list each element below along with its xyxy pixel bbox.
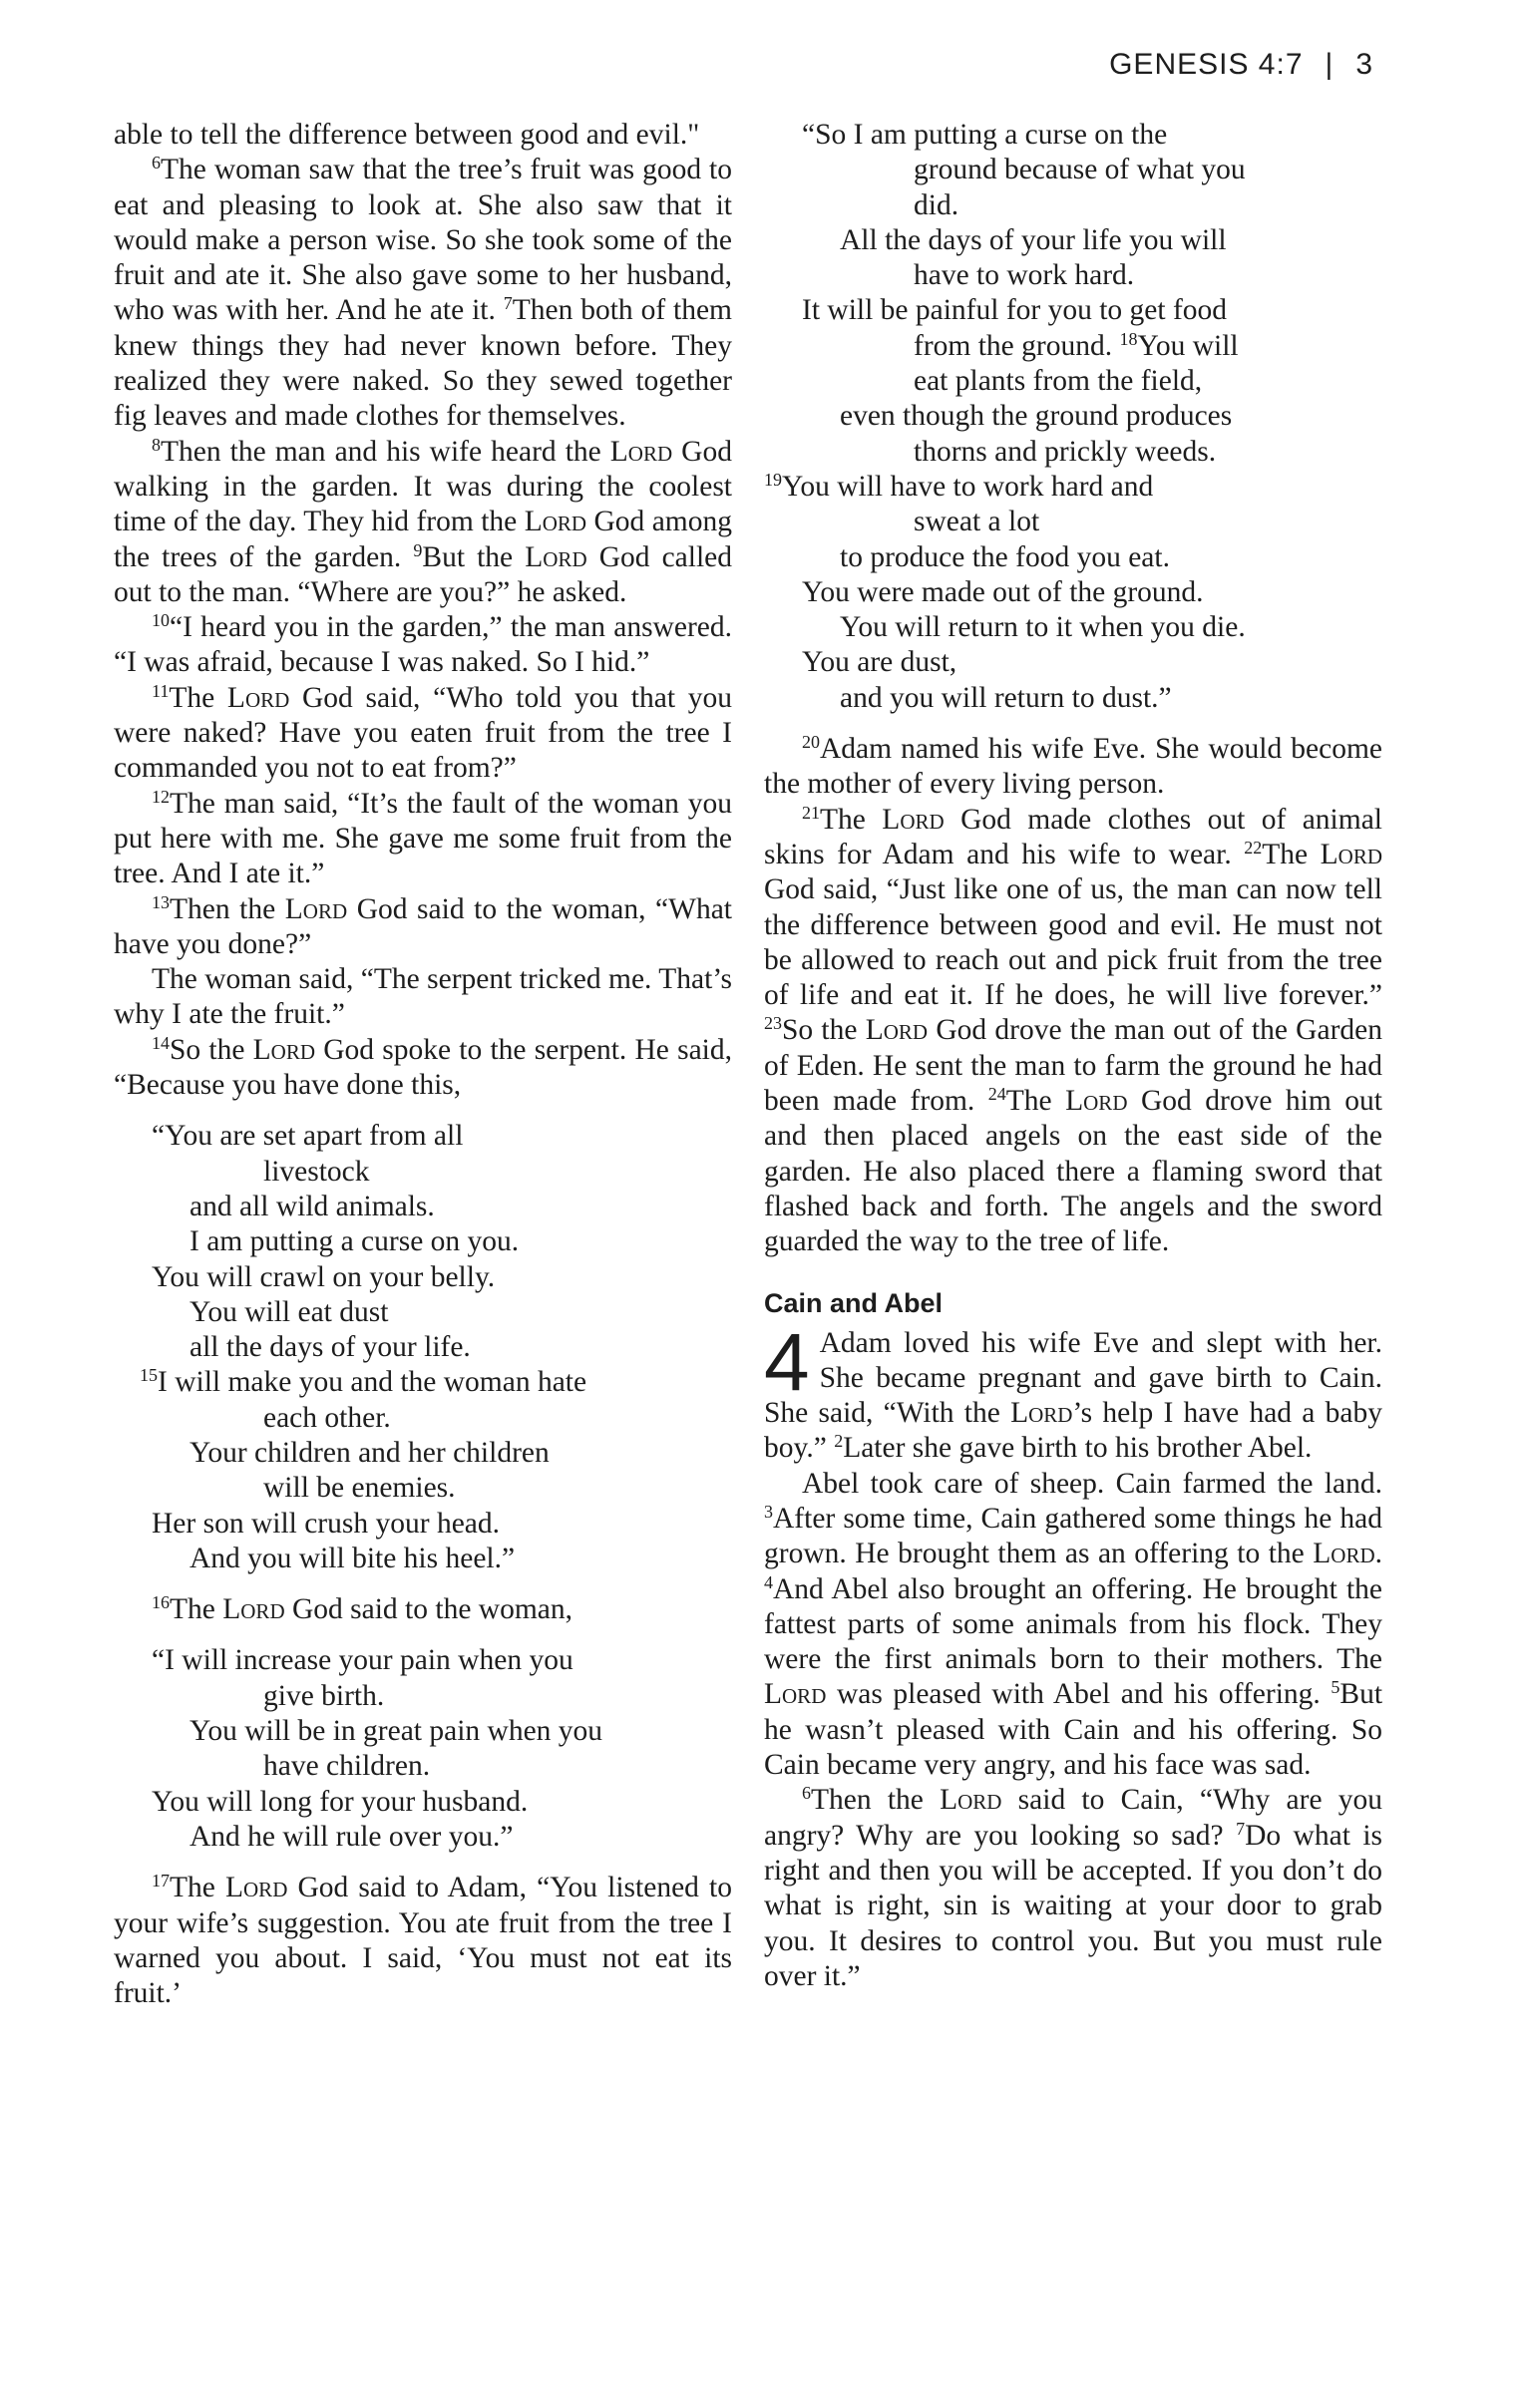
poem-line: And you will bite his heel.” [190,1542,516,1574]
verse-text: Do what is right and then you will be accepted. If you don’t do what is right, sin is waiting at your door to grab you. It desires to control you. But you must rule over it.” [764,1819,1382,1992]
verse-text: I will make you and the woman hate [158,1366,587,1399]
verse-text: Then the Lord God said to the woman, “What have you done?” [114,892,732,960]
poem-line: “I will increase your pain when you [152,1644,573,1677]
verse-text: The Lord God said to the woman, [170,1593,573,1626]
verse-text: So the Lord God drove the man out of the Garden of Eden. He sent the man to farm the ground he had been made from. [764,1014,1382,1118]
chapter-4-verse-1 [764,1316,1382,1467]
verse-number: 10 [152,610,170,631]
verse-text: Later she gave birth to his brother Abel. [843,1432,1313,1465]
verse-number: 7 [503,293,513,314]
poem-line [764,329,1382,364]
poem-line: You were made out of the ground. [802,575,1204,608]
verse-number: 23 [764,1013,782,1034]
verse-number: 11 [152,680,170,701]
chapter-4-verse-2b [764,1467,1382,1784]
verse-text: And Abel also brought an offering. He brought the fattest parts of some animals from his flock. They were the first animals born to their mothers. The Lord was pleased with Abel and his offering. [764,1572,1382,1711]
verse-number: 3 [764,1502,773,1523]
verse-number: 19 [764,470,782,491]
verse-number: 18 [1119,328,1138,349]
verse-21 [764,803,1382,1260]
poem-line: all the days of your life. [190,1331,471,1364]
poem-line: and you will return to dust.” [840,681,1172,714]
header-separator: | [1325,48,1334,81]
verse-text: Then both of them knew things they had never known before. They realized they were naked. So they sewed together fig leaves and made clothes for themselves. [114,294,733,433]
poem-line: “You are set apart from all [152,1120,464,1153]
verse-text: Abel took care of sheep. Cain farmed the land. [802,1467,1382,1500]
poem-line: You will eat dust [190,1295,389,1328]
poem-line: eat plants from the field, [914,365,1203,398]
verse-6 [114,153,732,434]
verse-number: 2 [834,1431,844,1452]
verse-text: Then the Lord said to Cain, “Why are you angry? Why are you looking so sad? [764,1784,1382,1852]
verse-13-reply: The woman said, “The serpent tricked me. That’s why I ate the fruit.” [114,963,732,1031]
page-number: 3 [1355,48,1373,81]
verse-text: The Lord God said, “Just like one of us, the man can now tell the difference between good and evil. He must not be allowed to reach out and pick fruit from the tree of life and eat it. If he does, he will live forever.” [764,838,1383,1012]
section-heading: Cain and Abel [764,1287,944,1318]
verse-text: But he wasn’t pleased with Cain and his offering. So Cain became very angry, and his face was sad. [764,1678,1383,1782]
verse-text: Adam named his wife Eve. She would become the mother of every living person. [764,733,1382,801]
poem-line: even though the ground produces [840,400,1233,433]
verse-number: 13 [152,891,170,912]
verse-text: The Lord God made clothes out of animal skins for Adam and his wife to wear. [764,803,1382,870]
poem-line: livestock [263,1155,370,1188]
verse-text: But the Lord God called out to the man. “Where are you?” he asked. [114,540,733,608]
verse-number: 20 [802,732,820,753]
poem-line: You will crawl on your belly. [152,1260,496,1293]
verse-number: 9 [413,539,423,560]
verse-17 [114,1871,732,2011]
verse-number: 14 [152,1032,170,1053]
poem-line: give birth. [263,1679,385,1712]
verse-20 [764,732,1382,803]
poem-line: I am putting a curse on you. [190,1225,520,1258]
poem-line: sweat a lot [914,506,1040,538]
poem-line [114,1365,732,1400]
poem-line: ground because of what you [914,154,1246,186]
verse-16 [114,1592,732,1627]
verse-number: 6 [802,1783,811,1804]
verse-number: 22 [1244,838,1263,859]
poem-line: did. [914,188,959,221]
poem-line: to produce the food you eat. [840,540,1170,573]
poem-line: have children. [263,1750,431,1783]
verse-number: 8 [152,434,161,455]
poem-line: And he will rule over you.” [190,1820,514,1853]
poem-line: “So I am putting a curse on the [802,119,1168,151]
poem-line: each other. [263,1401,391,1434]
verse-text: from the ground. [914,329,1113,362]
poem-line [764,470,1382,505]
verse-text: The man said, “It’s the fault of the woman you put here with me. She gave me some fruit from the tree. And I ate it.” [114,787,732,890]
verse-number: 5 [1331,1677,1340,1698]
verse-10 [114,610,732,681]
poem-woman-curse [114,1643,732,1855]
right-column [764,118,1382,1994]
verse-number: 7 [1236,1818,1246,1839]
verse-number: 6 [152,153,161,173]
verse-text: You will have to work hard and [782,470,1154,503]
verse-11 [114,681,732,787]
verse-number: 4 [764,1571,773,1592]
verse-text: Adam loved his wife Eve and slept with her. She became pregnant and gave birth to Cain. She said, “With the Lord’s help I have had a baby boy.” [764,1326,1382,1465]
verse-13 [114,892,732,963]
poem-line: All the days of your life you will [840,223,1227,256]
poem-line: Her son will crush your head. [152,1507,501,1540]
poem-line: It will be painful for you to get food [802,294,1228,327]
verse-text: After some time, Cain gathered some things he had grown. He brought them as an offering to the Lord. [764,1502,1382,1570]
verse-number: 21 [802,802,820,823]
running-header [1109,48,1373,82]
verse-text: Then the man and his wife heard the Lord God walking in the garden. It was during the coolest time of the day. They hid from the Lord God among the trees of the garden. [114,435,732,573]
left-column [114,118,732,2011]
verse-text: So the Lord God spoke to the serpent. He said, “Because you have done this, [114,1033,732,1102]
chapter-number: 4 [764,1316,810,1408]
poem-line: thorns and prickly weeds. [914,435,1217,468]
verse-14 [114,1033,732,1104]
verse-number: 24 [987,1084,1006,1105]
verse-number: 15 [140,1365,158,1386]
chapter-4-verse-6 [764,1783,1382,1994]
verse-number: 16 [152,1592,170,1613]
poem-line: and all wild animals. [190,1190,435,1222]
poem-line: will be enemies. [263,1472,456,1505]
verse-text: The Lord God drove him out and then placed angels on the east side of the garden. He also placed there a flaming sword that flashed back and forth. The angels and the sword guarded the way to the tree of life. [764,1085,1382,1258]
verse-8 [114,435,732,610]
verse-5-end: able to tell the difference between good and evil." [114,119,700,151]
verse-number: 17 [152,1871,170,1892]
verse-12 [114,787,732,892]
verse-number: 12 [152,786,170,807]
poem-serpent-curse [114,1119,732,1576]
verse-text: You will [1137,329,1239,362]
verse-text: The Lord God said, “Who told you that you were naked? Have you eaten fruit from the tree I commanded you not to eat from?” [114,681,732,785]
verse-text: The woman saw that the tree’s fruit was good to eat and pleasing to look at. She also saw that it would make a person wise. So she took some of the fruit and ate it. She also gave some to her husband, who was with her. And he ate it. [114,154,732,327]
poem-line: You will return to it when you die. [840,611,1246,644]
poem-line: You are dust, [802,646,957,679]
poem-line: You will long for your husband. [152,1785,529,1818]
book-reference: GENESIS 4:7 [1109,48,1304,81]
poem-ground-curse [764,118,1382,716]
verse-text: The Lord God said to Adam, “You listened to your wife’s suggestion. You ate fruit from the tree I warned you about. I said, ‘You must not eat its fruit.’ [114,1872,732,2010]
verse-text: “I heard you in the garden,” the man answered. “I was afraid, because I was naked. So I hid.” [114,611,732,679]
poem-line: You will be in great pain when you [190,1715,603,1748]
poem-line: have to work hard. [914,259,1135,292]
poem-line: Your children and her children [190,1436,550,1469]
